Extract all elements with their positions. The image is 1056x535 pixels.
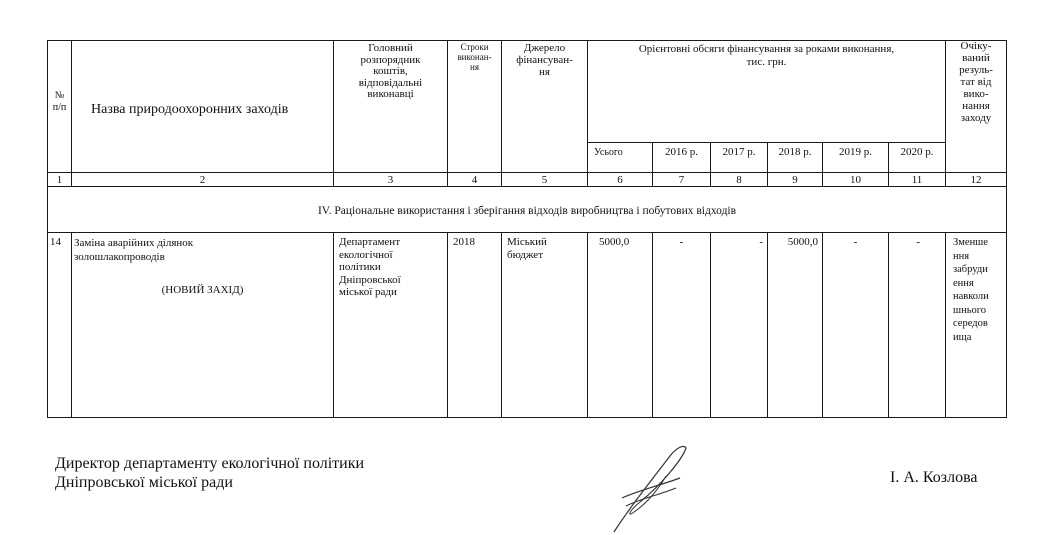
- header-source: Джерело фінансуван- ня: [516, 42, 573, 78]
- signature-name: І. А. Козлова: [890, 469, 978, 486]
- column-number: 12: [970, 174, 982, 186]
- row-executor: Департамент екологічної політики Дніпровської міської ради: [339, 236, 401, 298]
- column-number: 10: [850, 174, 861, 186]
- column-number: 1: [56, 174, 63, 186]
- row-value-2017: -: [759, 236, 763, 248]
- header-year-2020: 2020 р.: [900, 146, 934, 158]
- column-number: 9: [792, 174, 798, 186]
- header-num: № п/п: [52, 90, 67, 113]
- header-terms: Строки виконан- ня: [457, 42, 492, 72]
- header-year-2016: 2016 р.: [665, 146, 698, 158]
- column-number: 4: [471, 174, 478, 186]
- header-year-2019: 2019 р.: [839, 146, 872, 158]
- row-expected-result: Зменше ння забруди ення навколи шнього середов ища: [953, 237, 989, 343]
- header-result: Очіку- ваний резуль- тат від вико- нання заходу: [959, 40, 993, 124]
- header-year-2018: 2018 р.: [778, 146, 812, 158]
- header-name: Назва природоохоронних заходів: [91, 102, 289, 117]
- row-value-2018: 5000,0: [787, 236, 818, 248]
- row-measure-note: (НОВИЙ ЗАХІД): [161, 284, 244, 296]
- column-number: 6: [617, 174, 623, 186]
- row-source: Міський бюджет: [507, 236, 547, 261]
- handwritten-signature: [600, 440, 700, 535]
- column-number: 3: [387, 174, 394, 186]
- row-measure-name: Заміна аварійних ділянок золошлакопроводів: [74, 237, 194, 263]
- header-executor: Головний розпорядник коштів, відповідальні виконавці: [358, 42, 423, 100]
- row-number: 14: [50, 236, 61, 248]
- column-number: 8: [736, 174, 742, 186]
- row-value-2020: -: [916, 236, 920, 248]
- row-value-2016: -: [679, 236, 684, 248]
- column-number: 7: [678, 174, 685, 186]
- column-number: 2: [199, 174, 206, 186]
- section-title: IV. Раціональне використання і зберігання відходів виробництва і побутових відходів: [317, 205, 737, 217]
- row-value-2019: -: [853, 236, 858, 248]
- header-funding-title: Орієнтовні обсяги фінансування за роками виконання, тис. грн.: [638, 43, 895, 68]
- header-year-2017: 2017 р.: [722, 146, 756, 158]
- row-term: 2018: [453, 236, 475, 248]
- header-year-total: Усього: [594, 147, 623, 158]
- signature-position-line2: Дніпровської міської ради: [55, 474, 233, 491]
- row-value-total: 5000,0: [599, 236, 630, 248]
- signature-position-line1: Директор департаменту екологічної політики: [55, 455, 365, 472]
- column-number: 5: [541, 174, 548, 186]
- column-number: 11: [911, 174, 923, 186]
